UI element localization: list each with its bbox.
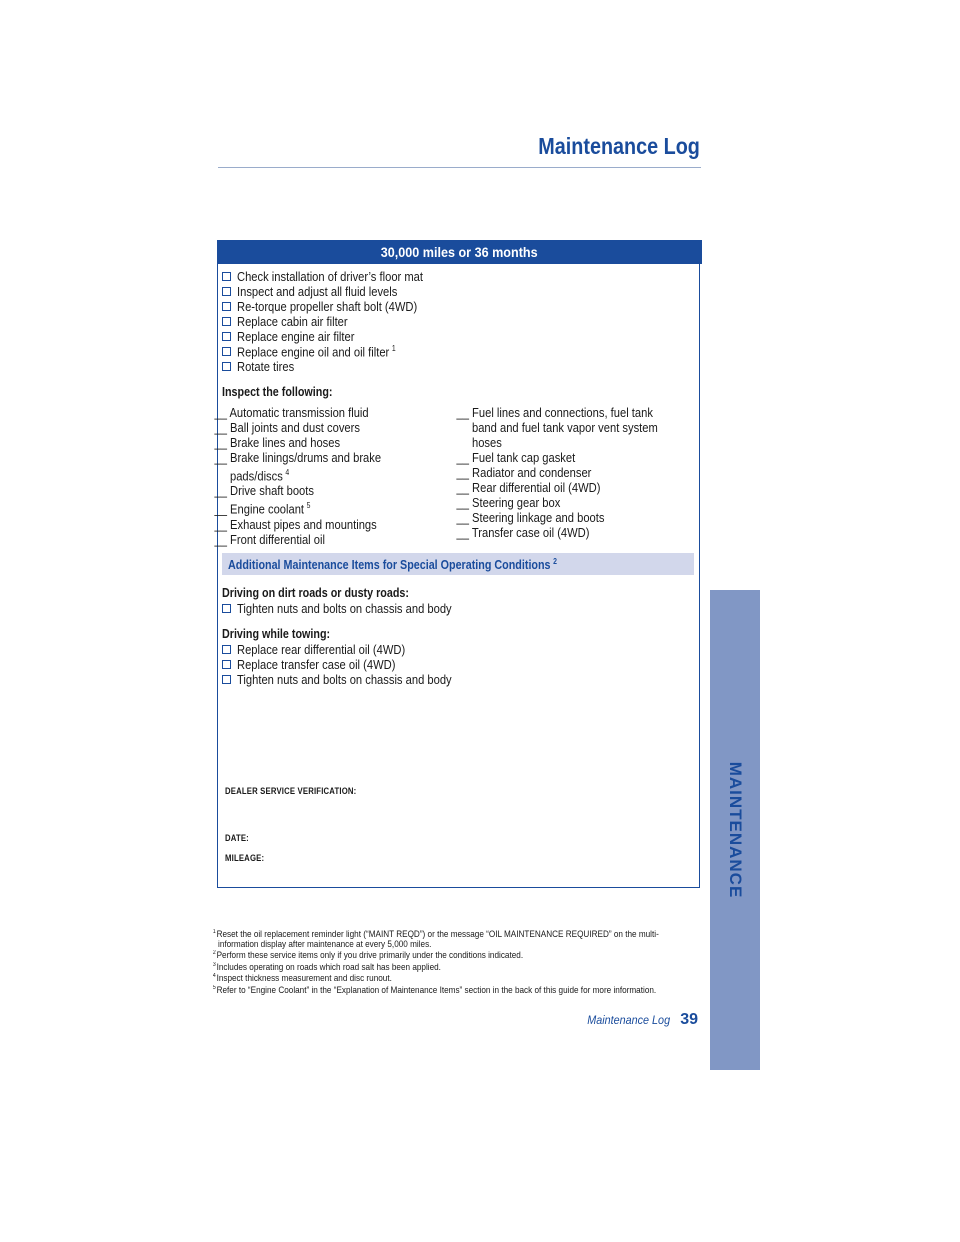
footnote-ref: 2 <box>553 557 557 566</box>
checkbox[interactable] <box>222 317 231 326</box>
checklist-item: Replace transfer case oil (4WD) <box>222 657 487 672</box>
checkbox[interactable] <box>222 302 231 311</box>
mileage-label: MILEAGE: <box>225 853 265 863</box>
inspect-item: __ Radiator and condenser <box>456 465 592 480</box>
interval-title: 30,000 miles or 36 months <box>381 244 538 260</box>
checkbox[interactable] <box>222 272 231 281</box>
footnote-ref: 1 <box>391 343 396 353</box>
inspect-item: __ Rear differential oil (4WD) <box>456 480 601 495</box>
footnote: $^3$Includes operating on roads which road salt has been applied. <box>212 961 441 973</box>
towing-checklist <box>222 642 487 687</box>
service-checklist <box>222 269 453 374</box>
checkbox[interactable] <box>222 362 231 371</box>
checklist-item: Replace engine oil and oil filter $^1$ <box>222 344 453 359</box>
footnote: $^4$Inspect thickness measurement and disc runout. <box>212 973 392 985</box>
checkbox[interactable] <box>222 645 231 654</box>
inspect-item: __ Exhaust pipes and mountings <box>214 516 377 532</box>
checklist-item: Tighten nuts and bolts on chassis and body <box>222 601 487 616</box>
footer-section-label: Maintenance Log <box>586 1013 670 1027</box>
footnote-ref: 5 <box>306 501 311 511</box>
checkbox[interactable] <box>222 604 231 613</box>
checkbox[interactable] <box>222 347 231 356</box>
checklist-item: Replace cabin air filter <box>222 314 453 329</box>
checklist-item: Re-torque propeller shaft bolt (4WD) <box>222 299 453 314</box>
inspect-item: __ Ball joints and dust covers <box>214 420 360 435</box>
inspect-item: __ Brake linings/drums and brake pads/discs $^4$ <box>214 450 382 484</box>
inspect-item: __ Front differential oil <box>214 531 325 547</box>
checklist-item: Check installation of driver’s floor mat <box>222 269 453 284</box>
inspect-item: __ Fuel lines and connections, fuel tank band and fuel tank vapor vent system hoses <box>456 405 658 450</box>
date-label: DATE: <box>225 833 249 843</box>
page-number: 39 <box>680 1011 698 1028</box>
inspect-item: __ Drive shaft boots <box>214 483 314 499</box>
inspect-item: __ Steering gear box <box>456 495 561 510</box>
checklist-item: Tighten nuts and bolts on chassis and body <box>222 672 487 687</box>
checkbox[interactable] <box>222 675 231 684</box>
page-footer <box>578 1011 698 1029</box>
checklist-item: Inspect and adjust all fluid levels <box>222 284 453 299</box>
footnote: $^5$Refer to “Engine Coolant” in the “Explanation of Maintenance Items” section in the back of this guide for more information. <box>212 985 657 997</box>
section-side-label: MAINTENANCE <box>726 761 745 899</box>
inspect-item: __ Automatic transmission fluid <box>214 405 369 420</box>
inspect-item: __ Fuel tank cap gasket <box>456 450 576 465</box>
footnotes <box>212 928 738 997</box>
checklist-item: Rotate tires <box>222 359 453 374</box>
checkbox[interactable] <box>222 660 231 669</box>
header-divider <box>218 167 701 168</box>
inspect-item: __ Brake lines and hoses <box>214 435 341 450</box>
inspect-list-right <box>456 405 697 540</box>
checkbox[interactable] <box>222 332 231 341</box>
footnote: $^1$Reset the oil replacement reminder light (“MAINT REQD”) or the message “OIL MAINTENANCE REQUIRED” on the multi-information display after maintenance at every 5,000 miles. <box>212 929 659 950</box>
inspect-item: __ Engine coolant $^5$ <box>214 501 311 517</box>
inspect-item: __ Steering linkage and boots <box>456 510 605 525</box>
inspect-list-left <box>214 405 460 547</box>
towing-heading: Driving while towing: <box>222 627 331 641</box>
page-title: Maintenance Log <box>538 133 700 159</box>
interval-header <box>217 240 702 264</box>
inspect-heading: Inspect the following: <box>222 385 333 399</box>
footnote-ref: 4 <box>285 468 290 477</box>
checkbox[interactable] <box>222 287 231 296</box>
checklist-item: Replace rear differential oil (4WD) <box>222 642 487 657</box>
dealer-verification-label: DEALER SERVICE VERIFICATION: <box>225 786 357 796</box>
dirt-roads-checklist <box>222 601 487 616</box>
footnote: $^2$Perform these service items only if you drive primarily under the conditions indicated. <box>212 950 524 962</box>
special-conditions-title: Additional Maintenance Items for Special Operating Conditions $^2$ <box>228 557 557 573</box>
checklist-item: Replace engine air filter <box>222 329 453 344</box>
inspect-item: __ Transfer case oil (4WD) <box>456 525 590 540</box>
dirt-roads-heading: Driving on dirt roads or dusty roads: <box>222 586 409 600</box>
